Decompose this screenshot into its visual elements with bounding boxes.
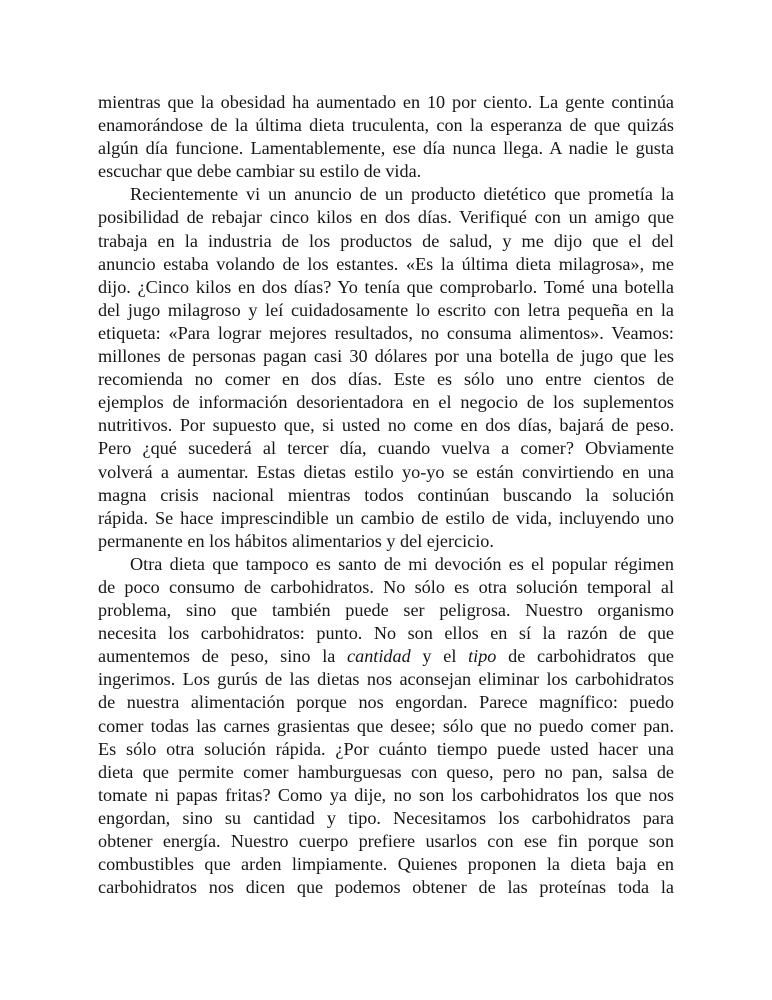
text-line: permanente en los hábitos alimentarios y del ejercicio. bbox=[98, 530, 494, 551]
text-line: ingerimos. Los gurús de las dietas nos aconsejan eliminar los carbohidratos bbox=[98, 669, 674, 690]
page-body bbox=[98, 91, 674, 899]
text-line: ejemplos de información desorientadora en el negocio de los suplementos bbox=[98, 392, 674, 413]
text-line: del jugo milagroso y leí cuidadosamente lo escrito con letra pequeña en la bbox=[98, 299, 674, 320]
text-line: Es sólo otra solución rápida. ¿Por cuánto tiempo puede usted hacer una bbox=[98, 738, 674, 759]
text-line: aumentemos de peso, sino la cantidad y el tipo de carbohidratos que bbox=[98, 646, 674, 667]
emphasis: tipo bbox=[468, 646, 497, 667]
text-line: trabaja en la industria de los productos de salud, y me dijo que el del bbox=[98, 230, 674, 251]
text-line: comer todas las carnes grasientas que desee; sólo que no puedo comer pan. bbox=[98, 715, 674, 736]
text-line: de poco consumo de carbohidratos. No sólo es otra solución temporal al bbox=[98, 576, 674, 597]
text-line: etiqueta: «Para lograr mejores resultados, no consuma alimentos». Veamos: bbox=[98, 322, 674, 343]
text-line: de nuestra alimentación porque nos engordan. Parece magnífico: puedo bbox=[98, 692, 674, 713]
text-line: engordan, sino su cantidad y tipo. Necesitamos los carbohidratos para bbox=[98, 807, 674, 828]
text-line: Otra dieta que tampoco es santo de mi devoción es el popular régimen bbox=[130, 553, 674, 574]
text-line: mientras que la obesidad ha aumentado en 10 por ciento. La gente continúa bbox=[98, 92, 674, 112]
text-line: anuncio estaba volando de los estantes. «Es la última dieta milagrosa», me bbox=[98, 253, 674, 274]
paragraph bbox=[98, 553, 674, 899]
paragraph bbox=[98, 91, 674, 183]
text-line: recomienda no comer en dos días. Este es sólo uno entre cientos de bbox=[98, 369, 674, 390]
text-line: algún día funcione. Lamentablemente, ese día nunca llega. A nadie le gusta bbox=[98, 138, 674, 159]
text-line: millones de personas pagan casi 30 dólares por una botella de jugo que les bbox=[98, 346, 674, 367]
text-line: Recientemente vi un anuncio de un producto dietético que prometía la bbox=[130, 184, 674, 205]
text-line: magna crisis nacional mientras todos continúan buscando la solución bbox=[98, 484, 674, 505]
text-line: carbohidratos nos dicen que podemos obtener de las proteínas toda la bbox=[98, 877, 674, 898]
text-line: nutritivos. Por supuesto que, si usted no come en dos días, bajará de peso. bbox=[98, 415, 674, 436]
text-line: combustibles que arden limpiamente. Quienes proponen la dieta baja en bbox=[98, 854, 674, 875]
text-line: dieta que permite comer hamburguesas con queso, pero no pan, salsa de bbox=[98, 761, 674, 782]
text-line: Pero ¿qué sucederá al tercer día, cuando vuelva a comer? Obviamente bbox=[98, 438, 674, 459]
text-line: dijo. ¿Cinco kilos en dos días? Yo tenía que comprobarlo. Tomé una botella bbox=[98, 276, 674, 297]
text-line: rápida. Se hace imprescindible un cambio de estilo de vida, incluyendo uno bbox=[98, 507, 674, 528]
paragraph bbox=[98, 183, 674, 553]
text-line: problema, sino que también puede ser peligrosa. Nuestro organismo bbox=[98, 600, 674, 621]
text-line: enamorándose de la última dieta truculenta, con la esperanza de que quizás bbox=[98, 115, 674, 136]
text-line: tomate ni papas fritas? Como ya dije, no son los carbohidratos los que nos bbox=[98, 784, 674, 805]
text-line: obtener energía. Nuestro cuerpo prefiere usarlos con ese fin porque son bbox=[98, 831, 674, 851]
text-line: volverá a aumentar. Estas dietas estilo yo-yo se están convirtiendo en una bbox=[98, 461, 674, 482]
text-line: posibilidad de rebajar cinco kilos en dos días. Verifiqué con un amigo que bbox=[98, 207, 674, 228]
text-line: escuchar que debe cambiar su estilo de vida. bbox=[98, 161, 422, 182]
emphasis: cantidad bbox=[347, 646, 411, 667]
text-line: necesita los carbohidratos: punto. No son ellos en sí la razón de que bbox=[98, 623, 674, 644]
